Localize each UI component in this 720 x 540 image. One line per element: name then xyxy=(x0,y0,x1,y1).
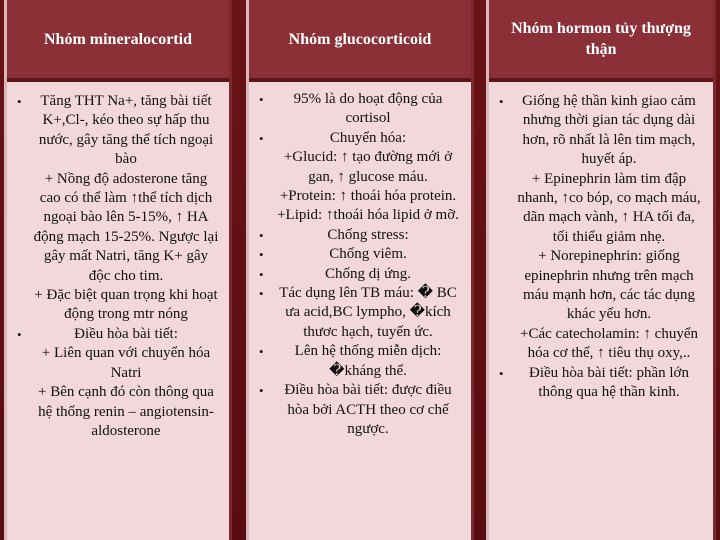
list-item: • Lên hệ thống miễn dịch: �kháng thể. xyxy=(259,342,461,381)
list-item: + Đặc biệt quan trọng khi hoạt động trong mtr nóng xyxy=(34,287,218,323)
list-item: +Glucid: ↑ tạo đường mới ở gan, ↑ glucose máu. xyxy=(283,149,453,185)
column-header-text: Nhóm mineralocortid xyxy=(44,30,192,48)
list-item: + Liên quan với chuyển hóa Natri xyxy=(41,345,211,381)
list-item: + Norepinephrin: giống epinephrin nhưng trên mạch máu mạnh hơn, các tác dụng khác yếu hơn. xyxy=(522,248,696,323)
list-item: + Epinephrin làm tim đập nhanh, ↑co bóp, co mạch máu, dãn mạch vành, ↑ HA tối đa, tối thiểu giảm nhẹ. xyxy=(517,170,701,245)
list-item: +Protein: ↑ thoái hóa protein. xyxy=(279,188,457,205)
list-item: • Tác dụng lên TB máu: � BC ưa acid,BC lympho, �kích thươc hạch, tuyến ức. xyxy=(259,284,461,342)
column-header-text: Nhóm glucocorticoid xyxy=(288,30,432,48)
column-body xyxy=(489,86,713,540)
column-adrenal-medulla xyxy=(486,0,716,540)
list-item: • Điều hòa bài tiết: xyxy=(17,325,219,344)
list-item: +Lipid: ↑thoái hóa lipid ở mỡ. xyxy=(277,207,459,224)
list-item: • Chống stress: xyxy=(259,226,461,245)
column-header xyxy=(489,0,713,82)
column-mineralocorticoid xyxy=(4,0,232,540)
column-header-text: Nhóm hormon tủy thượng thận xyxy=(511,20,691,58)
column-body xyxy=(249,86,471,540)
list-item: • Giống hệ thần kinh giao cảm nhưng thời gian tác dụng dài hơn, rõ nhất là lên tim mạch, huyết áp. xyxy=(499,92,703,170)
list-item: • Chống viêm. xyxy=(259,245,461,264)
list-item: + Nồng độ adosterone tăng cao có thể làm ↑thể tích dịch ngoại bào lên 5-15%, ↑ HA động mạch 15-25%. Ngược lại gây mất Natri, tăng K+ gây độc cho tim. xyxy=(33,170,219,284)
list-item: + Bên cạnh đó còn thông qua hệ thống renin – angiotensin- aldosterone xyxy=(38,384,214,439)
list-item: • Tăng THT Na+, tăng bài tiết K+,Cl-, kéo theo sự hấp thu nước, gây tăng thể tích ngoại bào xyxy=(17,92,219,170)
column-glucocorticoid xyxy=(246,0,474,540)
column-body xyxy=(7,86,229,540)
column-header xyxy=(7,0,229,82)
list-item: • 95% là do hoạt động của cortisol xyxy=(259,90,461,129)
list-item: +Các catecholamin: ↑ chuyển hóa cơ thể, ↑ tiêu thụ oxy,.. xyxy=(520,325,698,362)
column-header xyxy=(249,0,471,82)
list-item: • Điều hòa bài tiết: được điều hòa bởi ACTH theo cơ chế ngược. xyxy=(259,381,461,439)
list-item: • Chuyển hóa: xyxy=(259,129,461,148)
list-item: • Chống dị ứng. xyxy=(259,265,461,284)
list-item: • Điều hòa bài tiết: phần lớn thông qua hệ thần kinh. xyxy=(499,364,703,403)
